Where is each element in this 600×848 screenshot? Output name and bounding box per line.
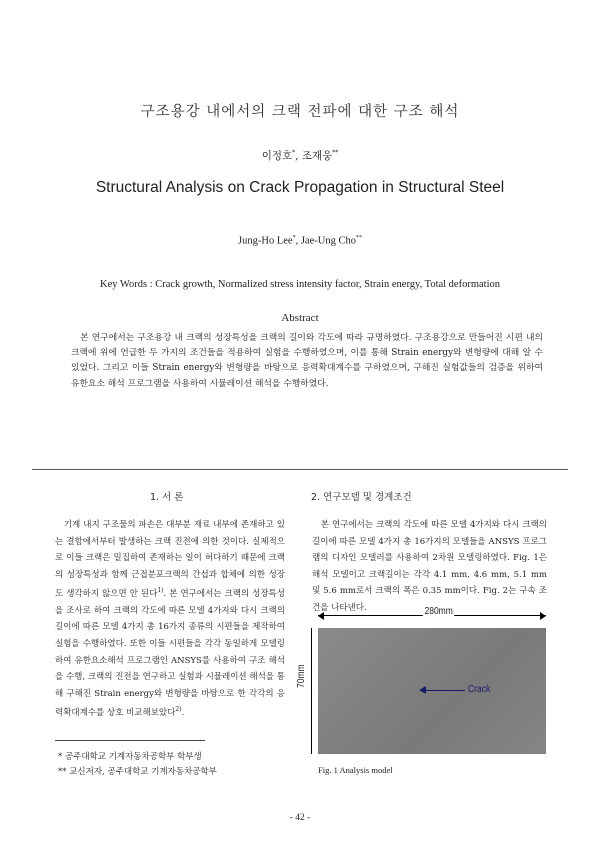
figure-width-label: 280mm xyxy=(424,606,453,617)
korean-title: 구조용강 내에서의 크랙 전파에 대한 구조 해석 xyxy=(140,104,460,120)
author-1-en-mark: * xyxy=(292,235,296,241)
figure-caption: Fig. 1 Analysis model xyxy=(318,765,393,775)
author-1-kr: 이정호 xyxy=(261,150,293,162)
figure-height-label: 70mm xyxy=(296,664,307,688)
english-title: Structural Analysis on Crack Propagation in Structural Steel xyxy=(95,179,505,196)
section-divider xyxy=(32,469,568,470)
ref-2: 2) xyxy=(175,706,182,714)
section-1-text xyxy=(55,517,285,722)
analysis-model-figure xyxy=(318,628,546,754)
author-1-kr-mark: * xyxy=(292,149,296,157)
author-2-en: , Jae-Ung Cho xyxy=(295,235,356,247)
footnote-rule xyxy=(55,740,205,741)
english-authors xyxy=(0,235,600,247)
footnote-2: ** 교신저자, 공주대학교 기계자동차공학부 xyxy=(58,767,217,777)
section-1-heading: 1. 서 론 xyxy=(150,492,184,503)
abstract-body xyxy=(71,331,543,392)
page-number: - 42 - xyxy=(289,813,311,823)
abstract-heading: Abstract xyxy=(281,312,319,324)
crack-label: Crack xyxy=(468,684,491,695)
author-2-en-mark: ** xyxy=(355,235,362,241)
section-2-body xyxy=(312,517,547,617)
abstract-text: 본 연구에서는 구조용강 내 크랙의 성장특성을 크랙의 길이와 각도에 따라 규명하였다. 구조용강으로 만들어진 시편 내의 크랙에 위에 언급한 두 가지의 조건들을 적용하여 실험을 수행하였으며, 이를 통해 Strain energy와 변형량에 대해 알 수 있었다. 그리고 이들 Strain energy와 변형량을 바탕으로 응력확대계수를 구하였으며, 구해진 실험값들의 검증을 위하여 유한요소 해석 프로그램을 사용하여 시뮬레이션 해석을 수행하였다. xyxy=(71,333,543,389)
ref-1: 1) xyxy=(157,587,164,595)
section-1-text-a: 기계 내지 구조물의 파손은 대부분 재료 내부에 존재하고 있는 결함에서부터 발생하는 크랙 진전에 의한 것이다. 실제적으로 이들 크랙은 밀집하여 존재하는 일이 허다하기 때문에 크랙의 성장특성과 함께 근접분포크랙의 간섭과 합체에 의한 성장도 생각하지 않으면 안 된다 xyxy=(55,520,285,600)
author-2-kr-mark: ** xyxy=(332,149,339,157)
section-2-text: 본 연구에서는 크랙의 각도에 따른 모델 4가지와 다시 크랙의 길이에 따른 모델 4가지 총 16가지의 모델들을 ANSYS 프로그램의 디자인 모델러를 사용하여 2차원 모델링하였다. Fig. 1은 해석 모델이고 크랙길이는 각각 4.1 mm, 4.6 mm, 5.1 mm 및 5.6 mm로서 크랙의 폭은 0.35 mm이다. Fig. 2는 구속 조건을 나타낸다. xyxy=(312,520,547,613)
section-1-text-c: . xyxy=(181,708,185,719)
keywords: Key Words : Crack growth, Normalized stress intensity factor, Strain energy, Total deformation xyxy=(99,279,500,290)
crack-line xyxy=(425,690,465,691)
section-1-text-b: . 본 연구에서는 크랙의 성장특성을 조사로 하여 크랙의 각도에 따른 모델 4가지와 다시 크랙의 길이에 따른 모델 4가지 총 16가지 종류의 시편들을 제작하여 실험을 수행하였다. 또한 이들 시편들을 각각 동일하게 모델링하여 유한요소해석 프로그램인 ANSYS를 사용하여 구조 해석을 수행, 크랙의 진전을 연구하고 실험과 시뮬레이션 해석을 통해 구해진 Strain energy와 변형량을 바탕으로 한 각각의 응력확대계수를 상호 비교해보았다 xyxy=(55,589,285,719)
section-1-body xyxy=(55,517,285,722)
author-1-en: Jung-Ho Lee xyxy=(238,235,293,247)
figure-height-dimension xyxy=(311,628,312,754)
section-2-heading: 2. 연구모델 및 경계조건 xyxy=(311,492,412,503)
footnote-1: * 공주대학교 기계자동차공학부 학부생 xyxy=(58,752,202,762)
korean-authors xyxy=(0,148,600,163)
author-2-kr: , 조재웅 xyxy=(295,150,333,162)
